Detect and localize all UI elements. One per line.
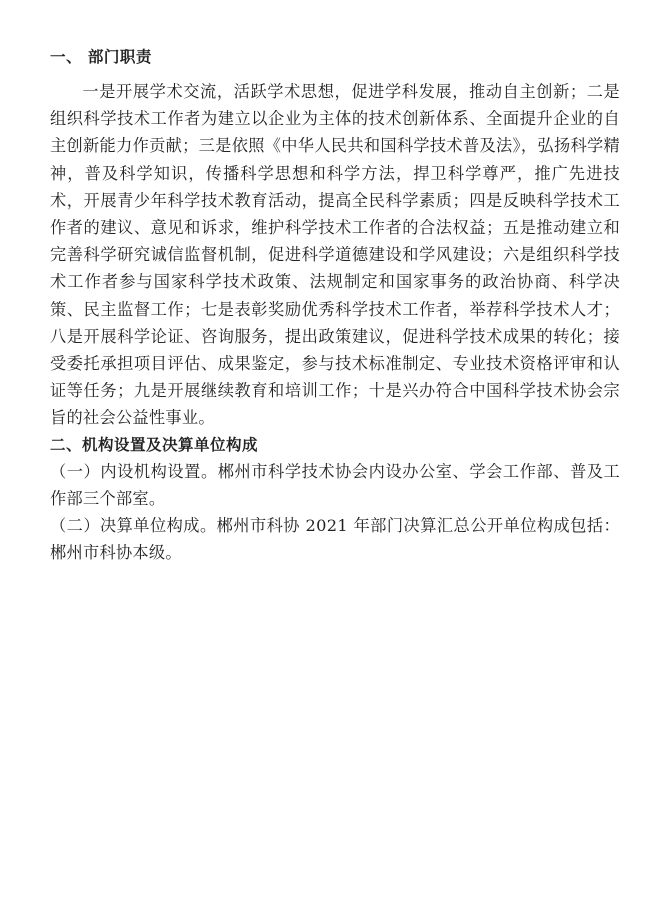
budget-units-paragraph: （二）决算单位构成。郴州市科协 2021 年部门决算汇总公开单位构成包括：郴州市科协本级。 xyxy=(50,516,620,563)
section-heading-organization: 二、机构设置及决算单位构成 xyxy=(50,435,259,454)
section-heading-department-duties: 一、 部门职责 xyxy=(50,48,152,66)
duties-paragraph: 一是开展学术交流，活跃学术思想，促进学科发展，推动自主创新；二是组织科学技术工作者为建立以企业为主体的技术创新体系、全面提升企业的自主创新能力作贡献；三是依照《中华人民共和国科学技术普及法》，弘扬科学精神，普及科学知识，传播科学思想和科学方法，捍卫科学尊严，推广先进技术，开展青少年科学技术教育活动，提高全民科学素质；四是反映科学技术工作者的建议、意见和诉求，维护科学技术工作者的合法权益；五是推动建立和完善科学研究诚信监督机制，促进科学道德建设和学风建设；六是组织科学技术工作者参与国家科学技术政策、法规制定和国家事务的政治协商、科学决策、民主监督工作；七是表彰奖励优秀科学技术工作者，举荐科学技术人才；八是开展科学论证、咨询服务，提出政策建议，促进科学技术成果的转化；接受委托承担项目评估、成果鉴定，参与技术标准制定、专业技术资格评审和认证等任务；九是开展继续教育和培训工作；十是兴办符合中国科学技术协会宗旨的社会公益性事业。 xyxy=(50,82,620,428)
internal-structure-paragraph: （一）内设机构设置。郴州市科学技术协会内设办公室、学会工作部、普及工作部三个部室。 xyxy=(50,461,620,508)
